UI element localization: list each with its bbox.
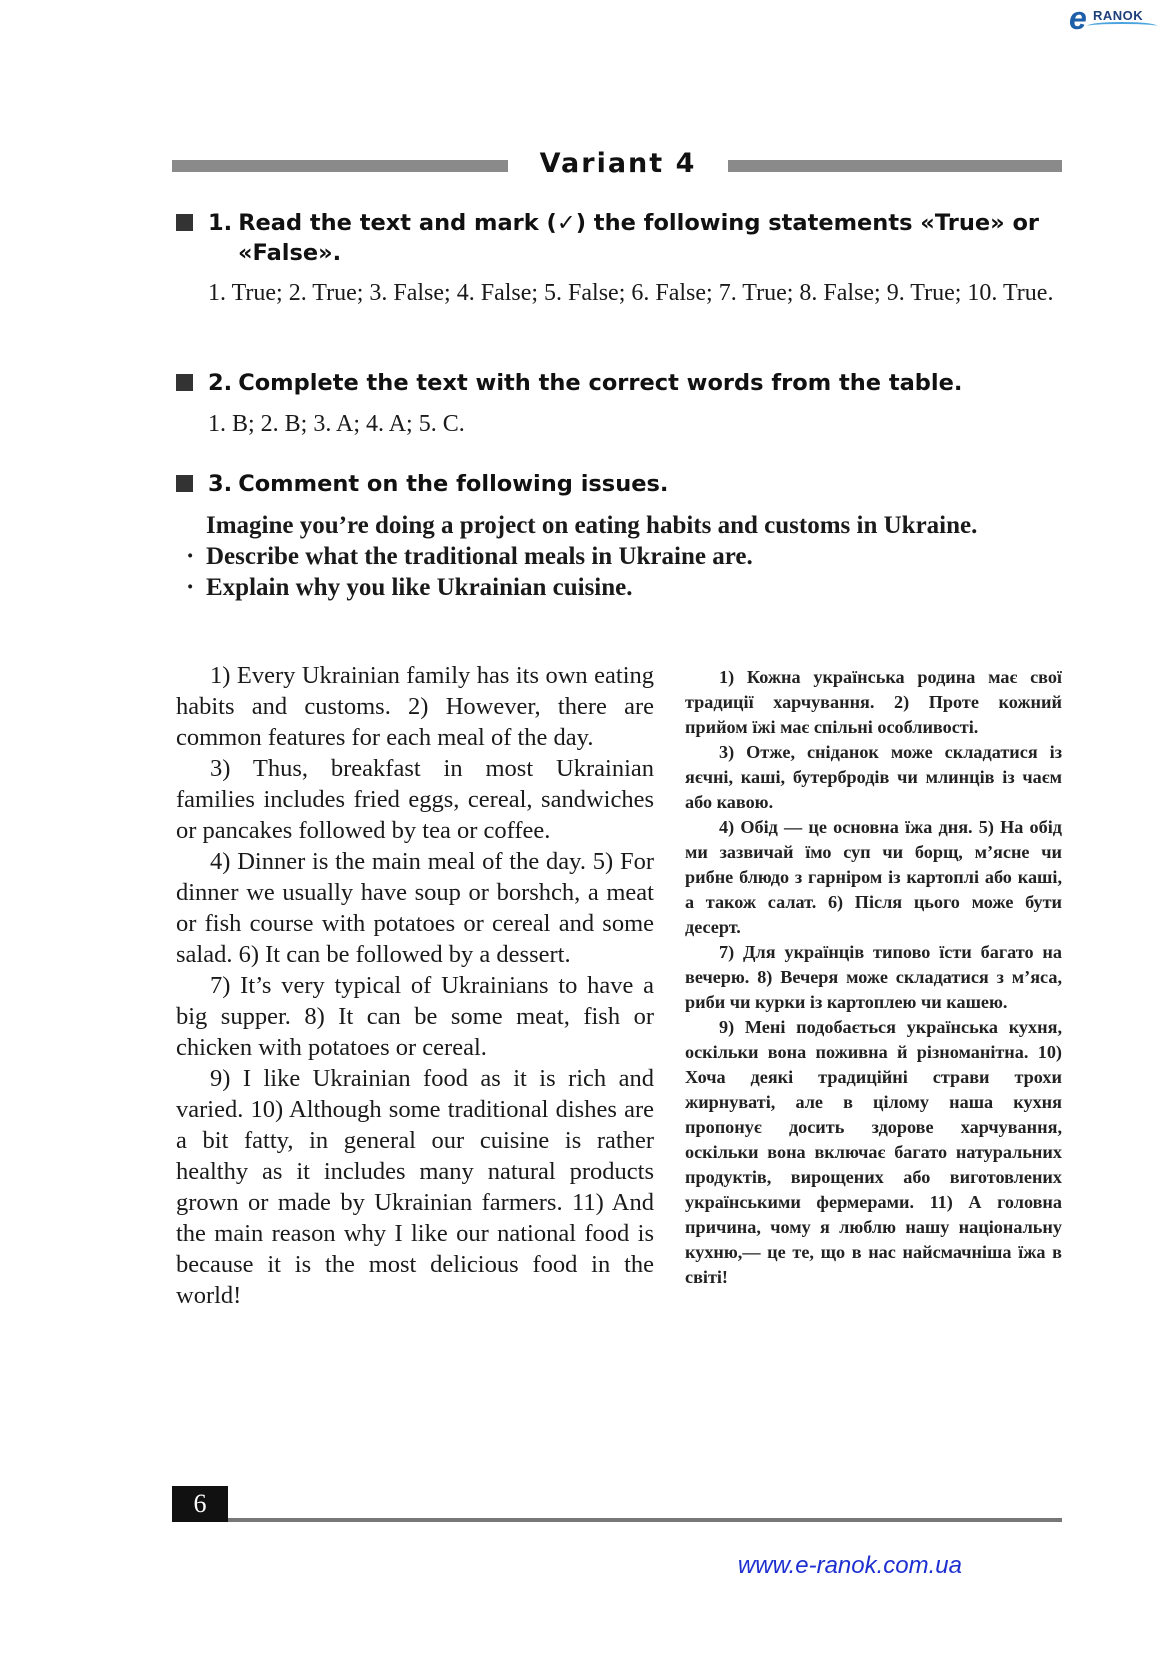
ukrainian-paragraph: 4) Обід — це основна їжа дня. 5) На обід ми зазвичай їмо суп чи борщ, м’ясне чи рибне блюдо з гарніром із картоплі або каші, а також салат. 6) Після цього може бути десерт.: [685, 817, 1062, 937]
english-paragraph: 9) I like Ukrainian food as it is rich and varied. 10) Although some traditional dishes are a bit fatty, in general our cuisine is rather healthy as it includes many natural products grown or made by Ukrainian farmers. 11) And the main reason why I like our national food is because it is the most delicious food in the world!: [176, 1065, 654, 1309]
header-rule-right: [728, 160, 1062, 172]
logo-swoosh: [1087, 22, 1157, 30]
prompt-bullet: · Explain why you like Ukrainian cuisine.: [186, 574, 633, 601]
publisher-logo: [1067, 2, 1163, 36]
logo-mark: e: [1069, 0, 1087, 36]
ukrainian-paragraph: 3) Отже, сніданок може складатися із яєчні, каші, бутербродів чи млинців із чаєм або кавою.: [685, 742, 1062, 812]
prompt-text: Imagine you’re doing a project on eating habits and customs in Ukraine.: [206, 512, 978, 539]
task-1-heading: [176, 208, 1062, 268]
task-1-answers: 1. True; 2. True; 3. False; 4. False; 5. False; 6. False; 7. True; 8. False; 9. True; 10. True.: [208, 280, 1054, 306]
task-number: 3.: [208, 471, 233, 497]
english-paragraph: 7) It’s very typical of Ukrainians to have a big supper. 8) It can be some meat, fish or chicken with potatoes or cereal.: [176, 972, 654, 1061]
ukrainian-paragraph: 7) Для українців типово їсти багато на вечерю. 8) Вечеря може складатися з м’яса, риби чи курки із картоплею чи кашею.: [685, 942, 1062, 1012]
square-bullet-icon: [176, 374, 193, 391]
english-paragraph: 1) Every Ukrainian family has its own eating habits and customs. 2) However, there are common features for each meal of the day.: [176, 662, 654, 751]
task-number: 1.: [208, 210, 233, 236]
square-bullet-icon: [176, 214, 193, 231]
task-title: Comment on the following issues.: [238, 471, 669, 497]
footer-rule: [172, 1518, 1062, 1522]
english-paragraph: 3) Thus, breakfast in most Ukrainian families includes fried eggs, cereal, sandwiches or pancakes followed by tea or coffee.: [176, 755, 654, 844]
task-title: Complete the text with the correct words from the table.: [238, 370, 963, 396]
header-rule-left: [172, 160, 508, 172]
task-3-prompt: [176, 510, 1062, 603]
variant-title: Variant 4: [539, 148, 697, 179]
task-title-line2: «False».: [238, 240, 342, 266]
variant-header: [172, 148, 1062, 178]
ukrainian-paragraph: 9) Мені подобається українська кухня, оскільки вона поживна й різноманітна. 10) Хоча деякі традиційні страви трохи жирнуваті, але в цілому наша кухня пропонує досить здорове харчування, оскільки вона включає багато натуральних продуктів, вирощених або виготовлених українськими фермерами. 11) А головна причина, чому я люблю нашу національну кухню,— це те, що в нас найсмачніша їжа в світі!: [685, 1017, 1062, 1287]
task-2-answers: 1. B; 2. B; 3. A; 4. A; 5. C.: [208, 411, 465, 437]
prompt-bullet: · Describe what the traditional meals in Ukraine are.: [186, 543, 753, 570]
website-link[interactable]: www.e-ranok.com.ua: [737, 1552, 962, 1579]
page-number: 6: [172, 1486, 228, 1522]
task-title-line1: Read the text and mark (✓) the following statements «True» or: [238, 210, 1040, 236]
square-bullet-icon: [176, 475, 193, 492]
bullet-dot-icon: ·: [186, 574, 195, 601]
logo-brand: RANOK: [1093, 8, 1144, 23]
bullet-dot-icon: ·: [186, 543, 195, 570]
ukrainian-translation-column: [685, 665, 1062, 1290]
task-3-heading: [176, 469, 1062, 499]
english-answer-column: [176, 660, 654, 1311]
task-number: 2.: [208, 370, 233, 396]
task-2-heading: [176, 368, 1062, 398]
english-paragraph: 4) Dinner is the main meal of the day. 5) For dinner we usually have soup or borshch, a meat or fish course with potatoes or cereal and some salad. 6) It can be followed by a dessert.: [176, 848, 654, 968]
ukrainian-paragraph: 1) Кожна українська родина має свої традиції харчування. 2) Проте кожний прийом їжі має спільні особливості.: [685, 667, 1062, 737]
